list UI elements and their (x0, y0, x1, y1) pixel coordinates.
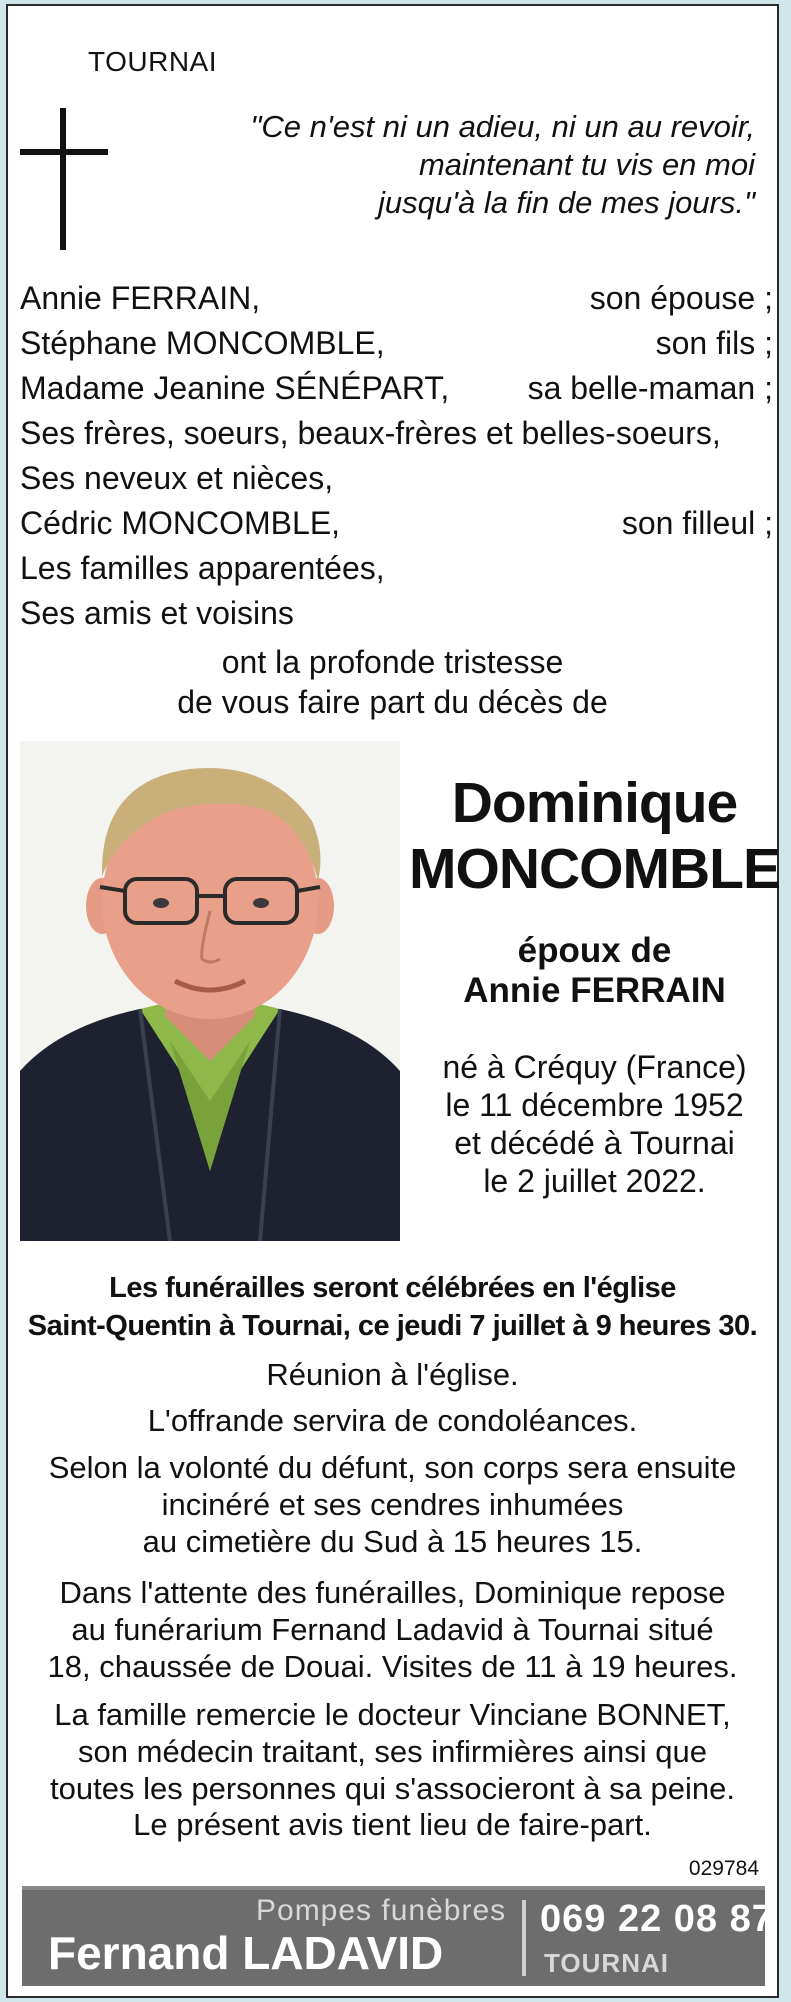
family-row (20, 546, 773, 591)
family-row (20, 501, 773, 546)
obituary-notice (6, 4, 779, 1998)
spouse-info (408, 931, 781, 1011)
family-member: Ses frères, soeurs, beaux-frères et belles-soeurs, (20, 415, 721, 451)
paragraph-line: Le présent avis tient lieu de faire-part. (133, 1807, 652, 1842)
announcement-line: ont la profonde tristesse (221, 644, 564, 680)
birth-line: le 2 juillet 2022. (483, 1163, 706, 1199)
birth-line: le 11 décembre 1952 (445, 1087, 744, 1123)
paragraph-line: Dans l'attente des funérailles, Dominique repose (59, 1575, 726, 1610)
paragraph-line: 18, chaussée de Douai. Visites de 11 à 19 heures. (47, 1649, 738, 1684)
family-member: Stéphane MONCOMBLE, (20, 325, 385, 361)
deceased-last-name: MONCOMBLE (409, 837, 780, 901)
family-member: Ses neveux et nièces, (20, 460, 334, 496)
deceased-first-name: Dominique (451, 771, 738, 835)
birth-line: né à Créquy (France) (442, 1049, 747, 1085)
funeral-line: Saint-Quentin à Tournai, ce jeudi 7 juillet à 9 heures 30. (27, 1310, 758, 1342)
family-row (20, 411, 773, 456)
banner-top-edge (22, 1886, 765, 1890)
funeral-home-label: Pompes funèbres (256, 1894, 507, 1927)
announcement-line: de vous faire part du décès de (177, 684, 608, 720)
quote-line: maintenant tu vis en moi (418, 147, 755, 182)
family-member: Annie FERRAIN, (20, 280, 261, 316)
funeral-home-banner (22, 1886, 774, 1986)
epitaph-quote (195, 108, 755, 222)
birth-line: et décédé à Tournai (454, 1125, 735, 1161)
portrait-photo (20, 741, 400, 1241)
family-member: Cédric MONCOMBLE, (20, 505, 341, 541)
paragraph-line: son médecin traitant, ses infirmières ainsi que (78, 1734, 707, 1769)
cross-icon-bar (20, 149, 108, 155)
spouse-line: époux de (517, 931, 672, 970)
paragraph-line: Réunion à l'église. (266, 1357, 519, 1392)
family-row (20, 276, 773, 321)
funeral-paragraph (8, 1696, 777, 1807)
family-row (20, 456, 773, 501)
paragraph-line: au funérarium Fernand Ladavid à Tournai situé (71, 1612, 714, 1647)
paragraph-line: L'offrande servira de condoléances. (147, 1403, 638, 1438)
deceased-name (408, 770, 781, 902)
funeral-announcement (8, 1269, 777, 1345)
family-relation: sa belle-maman ; (527, 370, 773, 406)
funeral-paragraph (8, 1574, 777, 1685)
funeral-home-town: TOURNAI (544, 1948, 669, 1978)
paragraph-line: au cimetière du Sud à 15 heures 15. (142, 1524, 643, 1559)
funeral-paragraph (8, 1356, 777, 1393)
quote-line: jusqu'à la fin de mes jours." (377, 185, 755, 220)
family-relation: son fils ; (655, 325, 773, 361)
paragraph-line: Selon la volonté du défunt, son corps sera ensuite (48, 1450, 737, 1485)
paragraph-line: La famille remercie le docteur Vinciane BONNET, (54, 1697, 731, 1732)
quote-line: "Ce n'est ni un adieu, ni un au revoir, (250, 109, 755, 144)
town-label: TOURNAI (88, 46, 217, 77)
family-member: Ses amis et voisins (20, 595, 294, 631)
spouse-line: Annie FERRAIN (463, 971, 726, 1010)
funeral-home-phone: 069 22 08 87 (540, 1898, 774, 1940)
funeral-paragraph (8, 1449, 777, 1560)
portrait-illustration (20, 741, 400, 1241)
funeral-line: Les funérailles seront célébrées en l'église (109, 1272, 676, 1304)
funeral-paragraph (8, 1402, 777, 1439)
announcement-text (8, 642, 777, 722)
funeral-paragraph (8, 1806, 777, 1843)
cross-icon (60, 108, 66, 250)
family-member: Madame Jeanine SÉNÉPART, (20, 370, 450, 406)
reference-number: 029784 (688, 1857, 759, 1880)
paragraph-line: incinéré et ses cendres inhumées (161, 1487, 624, 1522)
family-member: Les familles apparentées, (20, 550, 385, 586)
birth-death-info (408, 1048, 781, 1200)
family-row (20, 321, 773, 366)
family-row (20, 591, 773, 636)
family-row (20, 366, 773, 411)
banner-divider (522, 1900, 526, 1976)
funeral-home-name: Fernand LADAVID (48, 1927, 444, 1979)
paragraph-line: toutes les personnes qui s'associeront à sa peine. (50, 1771, 735, 1806)
family-relation: son épouse ; (589, 280, 773, 316)
family-relation: son filleul ; (621, 505, 773, 541)
